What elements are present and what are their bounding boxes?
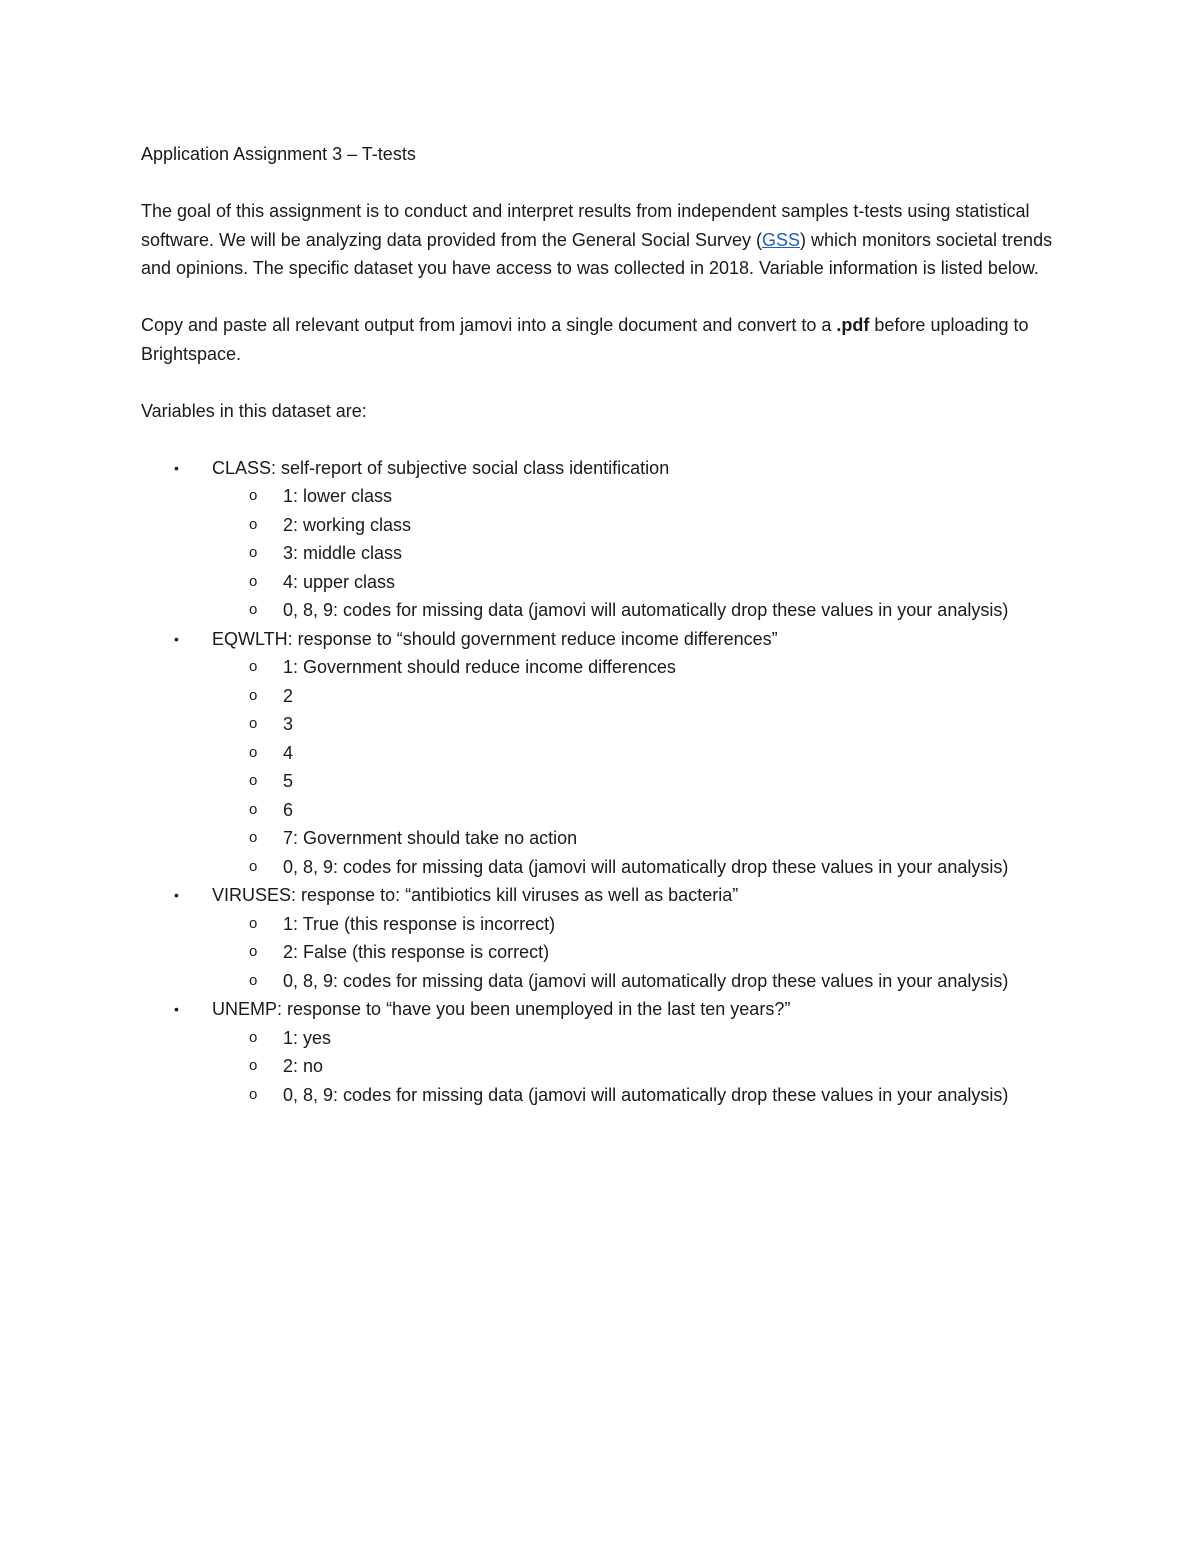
variable-value-text: 1: yes [283,1027,332,1048]
variable-item [141,881,1061,995]
sub-bullet-icon: o [249,1057,258,1074]
sub-bullet-icon: o [249,743,258,761]
variable-value-item [141,1052,1061,1081]
variable-value-item [141,653,1061,682]
variable-value-text: 2: working class [283,514,412,535]
variable-value-text: 7: Government should take no action [283,828,578,848]
sub-bullet-icon: o [249,800,258,818]
variable-values-list [212,653,1061,881]
sub-bullet-icon: o [249,943,258,960]
variable-value-item [141,596,1061,625]
variable-label: CLASS: self-report of subjective social class identification [212,457,670,478]
bullet-icon: • [174,1001,179,1017]
variable-value-item [141,511,1061,540]
variable-value-text: 4 [283,742,294,763]
pdf-format: .pdf [836,315,870,335]
variable-value-item [141,767,1061,796]
variable-value-text: 0, 8, 9: codes for missing data (jamovi will automatically drop these values in your analysis) [283,970,1009,991]
variable-value-item [141,938,1061,967]
document-page [141,140,1061,1109]
sub-bullet-icon: o [249,1028,258,1046]
variable-value-item [141,824,1061,853]
sub-bullet-icon: o [249,857,258,875]
variable-value-item [141,710,1061,739]
bullet-icon: • [174,887,179,903]
variables-list [141,454,1061,1110]
variable-value-text: 2 [283,685,294,706]
variable-value-text: 1: lower class [283,486,393,506]
variable-label: UNEMP: response to “have you been unemployed in the last ten years?” [212,999,791,1019]
variable-value-item [141,910,1061,939]
spacer [141,425,1061,454]
variable-value-text: 0, 8, 9: codes for missing data (jamovi will automatically drop these values in your analysis) [283,856,1009,877]
instructions-paragraph [141,311,1061,368]
variable-label: EQWLTH: response to “should government reduce income differences” [212,628,778,649]
variable-value-text: 3 [283,714,294,734]
variable-value-item [141,967,1061,996]
sub-bullet-icon: o [249,1085,258,1103]
intro-text-start: The goal of this assignment is to conduct and interpret results from independent samples t-tests using statistical software. We will be analyzing data provided from the General Social Survey ( [141,201,1030,250]
variable-value-text: 4: upper class [283,571,396,592]
bullet-icon: • [174,630,179,647]
page-title: Application Assignment 3 – T-tests [141,144,416,164]
variable-value-text: 2: no [283,1056,324,1076]
spacer [141,169,1061,198]
variable-values-list [212,910,1061,996]
sub-bullet-icon: o [249,544,258,561]
variable-value-item [141,539,1061,568]
sub-bullet-icon: o [249,658,258,675]
spacer [141,368,1061,397]
intro-paragraph [141,197,1061,283]
sub-bullet-icon: o [249,772,258,789]
sub-bullet-icon: o [249,686,258,704]
variable-item [141,454,1061,625]
variable-value-item [141,682,1061,711]
variable-value-item [141,739,1061,768]
variable-value-item [141,853,1061,882]
variable-value-item [141,1081,1061,1110]
instructions-text-start: Copy and paste all relevant output from jamovi into a single document and convert to a [141,315,837,335]
variable-value-text: 6 [283,799,294,820]
sub-bullet-icon: o [249,914,258,932]
variable-value-text: 2: False (this response is correct) [283,942,550,962]
variable-value-text: 0, 8, 9: codes for missing data (jamovi will automatically drop these values in your analysis) [283,1084,1009,1105]
variable-value-text: 0, 8, 9: codes for missing data (jamovi will automatically drop these values in your analysis) [283,600,1009,620]
bullet-icon: • [174,459,179,476]
gss-link[interactable]: GSS [761,229,800,250]
variable-item [141,995,1061,1109]
variable-value-text: 1: True (this response is incorrect) [283,913,556,934]
instructions-text-end: before uploading to Brightspace. [141,315,1029,364]
intro-text-end: ) which monitors societal trends and opinions. The specific dataset you have access to was collected in 2018. Variable information is listed below. [141,229,1053,278]
variable-values-list [212,1024,1061,1110]
sub-bullet-icon: o [249,715,258,732]
sub-bullet-icon: o [249,487,258,504]
sub-bullet-icon: o [249,515,258,533]
sub-bullet-icon: o [249,601,258,618]
variable-value-text: 3: middle class [283,543,403,563]
variables-heading: Variables in this dataset are: [141,400,367,421]
variable-label: VIRUSES: response to: “antibiotics kill viruses as well as bacteria” [212,885,739,905]
spacer [141,283,1061,312]
variable-value-text: 5 [283,771,294,791]
variable-value-item [141,1024,1061,1053]
variable-value-item [141,568,1061,597]
variable-item [141,625,1061,882]
variable-value-item [141,796,1061,825]
sub-bullet-icon: o [249,572,258,590]
sub-bullet-icon: o [249,829,258,846]
sub-bullet-icon: o [249,971,258,989]
variable-value-item [141,482,1061,511]
variable-values-list [212,482,1061,625]
variable-value-text: 1: Government should reduce income differences [283,657,676,677]
